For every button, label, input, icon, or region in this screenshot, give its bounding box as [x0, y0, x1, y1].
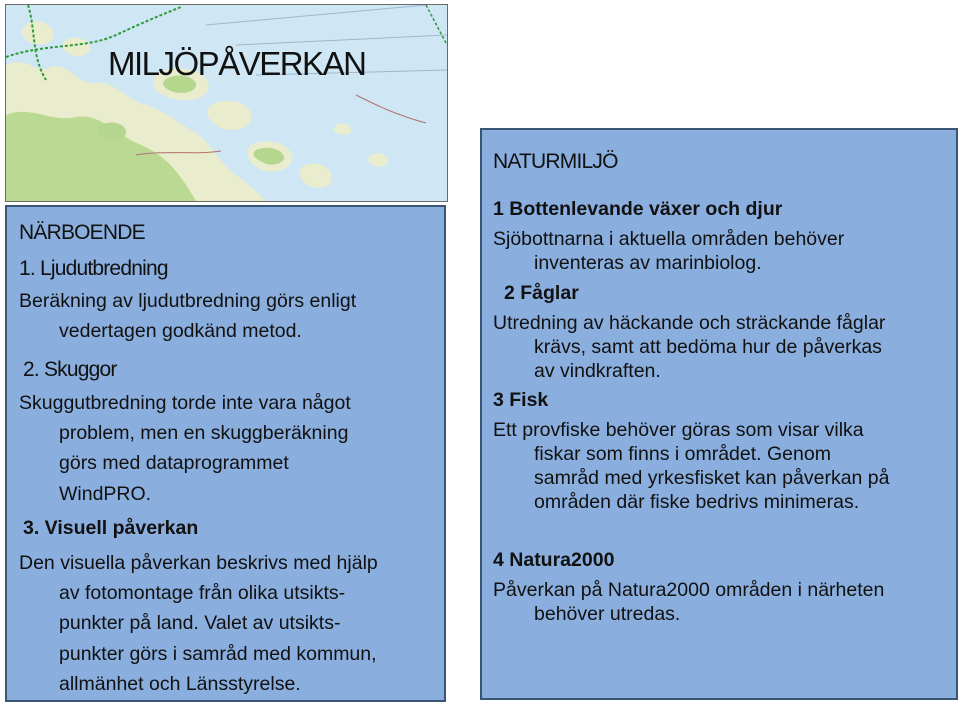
body-text: Påverkan på Natura2000 områden i närheten	[493, 579, 885, 601]
body-text: Beräkning av ljudutbredning görs enligt	[19, 290, 357, 312]
body-text: punkter på land. Valet av utsikts-	[59, 612, 341, 634]
body-text: WindPRO.	[59, 483, 152, 505]
body-text: inventeras av marinbiolog.	[534, 252, 762, 274]
archipelago-map-graphic	[6, 5, 447, 201]
body-text: Den visuella påverkan beskrivs med hjälp	[19, 552, 378, 574]
section-title-natura2000: 4 Natura2000	[493, 549, 615, 571]
body-text: Sjöbottnarna i aktuella områden behöver	[493, 228, 845, 250]
map-image	[5, 4, 448, 202]
body-text: problem, men en skuggberäkning	[59, 422, 349, 444]
body-text: allmänhet och Länsstyrelse.	[59, 673, 301, 695]
panel-heading: NÄRBOENDE	[19, 221, 145, 244]
body-text: Skuggutbredning torde inte vara något	[19, 392, 351, 414]
section-title-bottenlevande: 1 Bottenlevande växer och djur	[493, 198, 783, 220]
body-text: områden där fiske bedrivs minimeras.	[534, 491, 860, 513]
section-title-ljudutbredning: 1. Ljudutbredning	[19, 257, 168, 280]
body-text: fiskar som finns i området. Genom	[534, 443, 831, 465]
body-text: Ett provfiske behöver göras som visar vilka	[493, 419, 864, 441]
panel-heading: NATURMILJÖ	[493, 150, 618, 173]
body-text: av vindkraften.	[534, 360, 661, 382]
body-text: av fotomontage från olika utsikts-	[59, 582, 346, 604]
body-text: samråd med yrkesfisket kan påverkan på	[534, 467, 890, 489]
right-panel-naturmiljo	[480, 128, 958, 700]
section-title-faglar: 2 Fåglar	[504, 282, 579, 304]
body-text: Utredning av häckande och sträckande fåglar	[493, 312, 886, 334]
body-text: görs med dataprogrammet	[59, 452, 289, 474]
body-text: punkter görs i samråd med kommun,	[59, 643, 377, 665]
body-text: vedertagen godkänd metod.	[59, 320, 302, 342]
section-title-fisk: 3 Fisk	[493, 389, 549, 411]
body-text: behöver utredas.	[534, 603, 681, 625]
left-panel-narboende	[5, 205, 446, 702]
slide-title: MILJÖPÅVERKAN	[108, 45, 366, 82]
section-title-skuggor: 2. Skuggor	[23, 358, 117, 381]
section-title-visuell-paverkan: 3. Visuell påverkan	[23, 517, 199, 539]
body-text: krävs, samt att bedöma hur de påverkas	[534, 336, 882, 358]
